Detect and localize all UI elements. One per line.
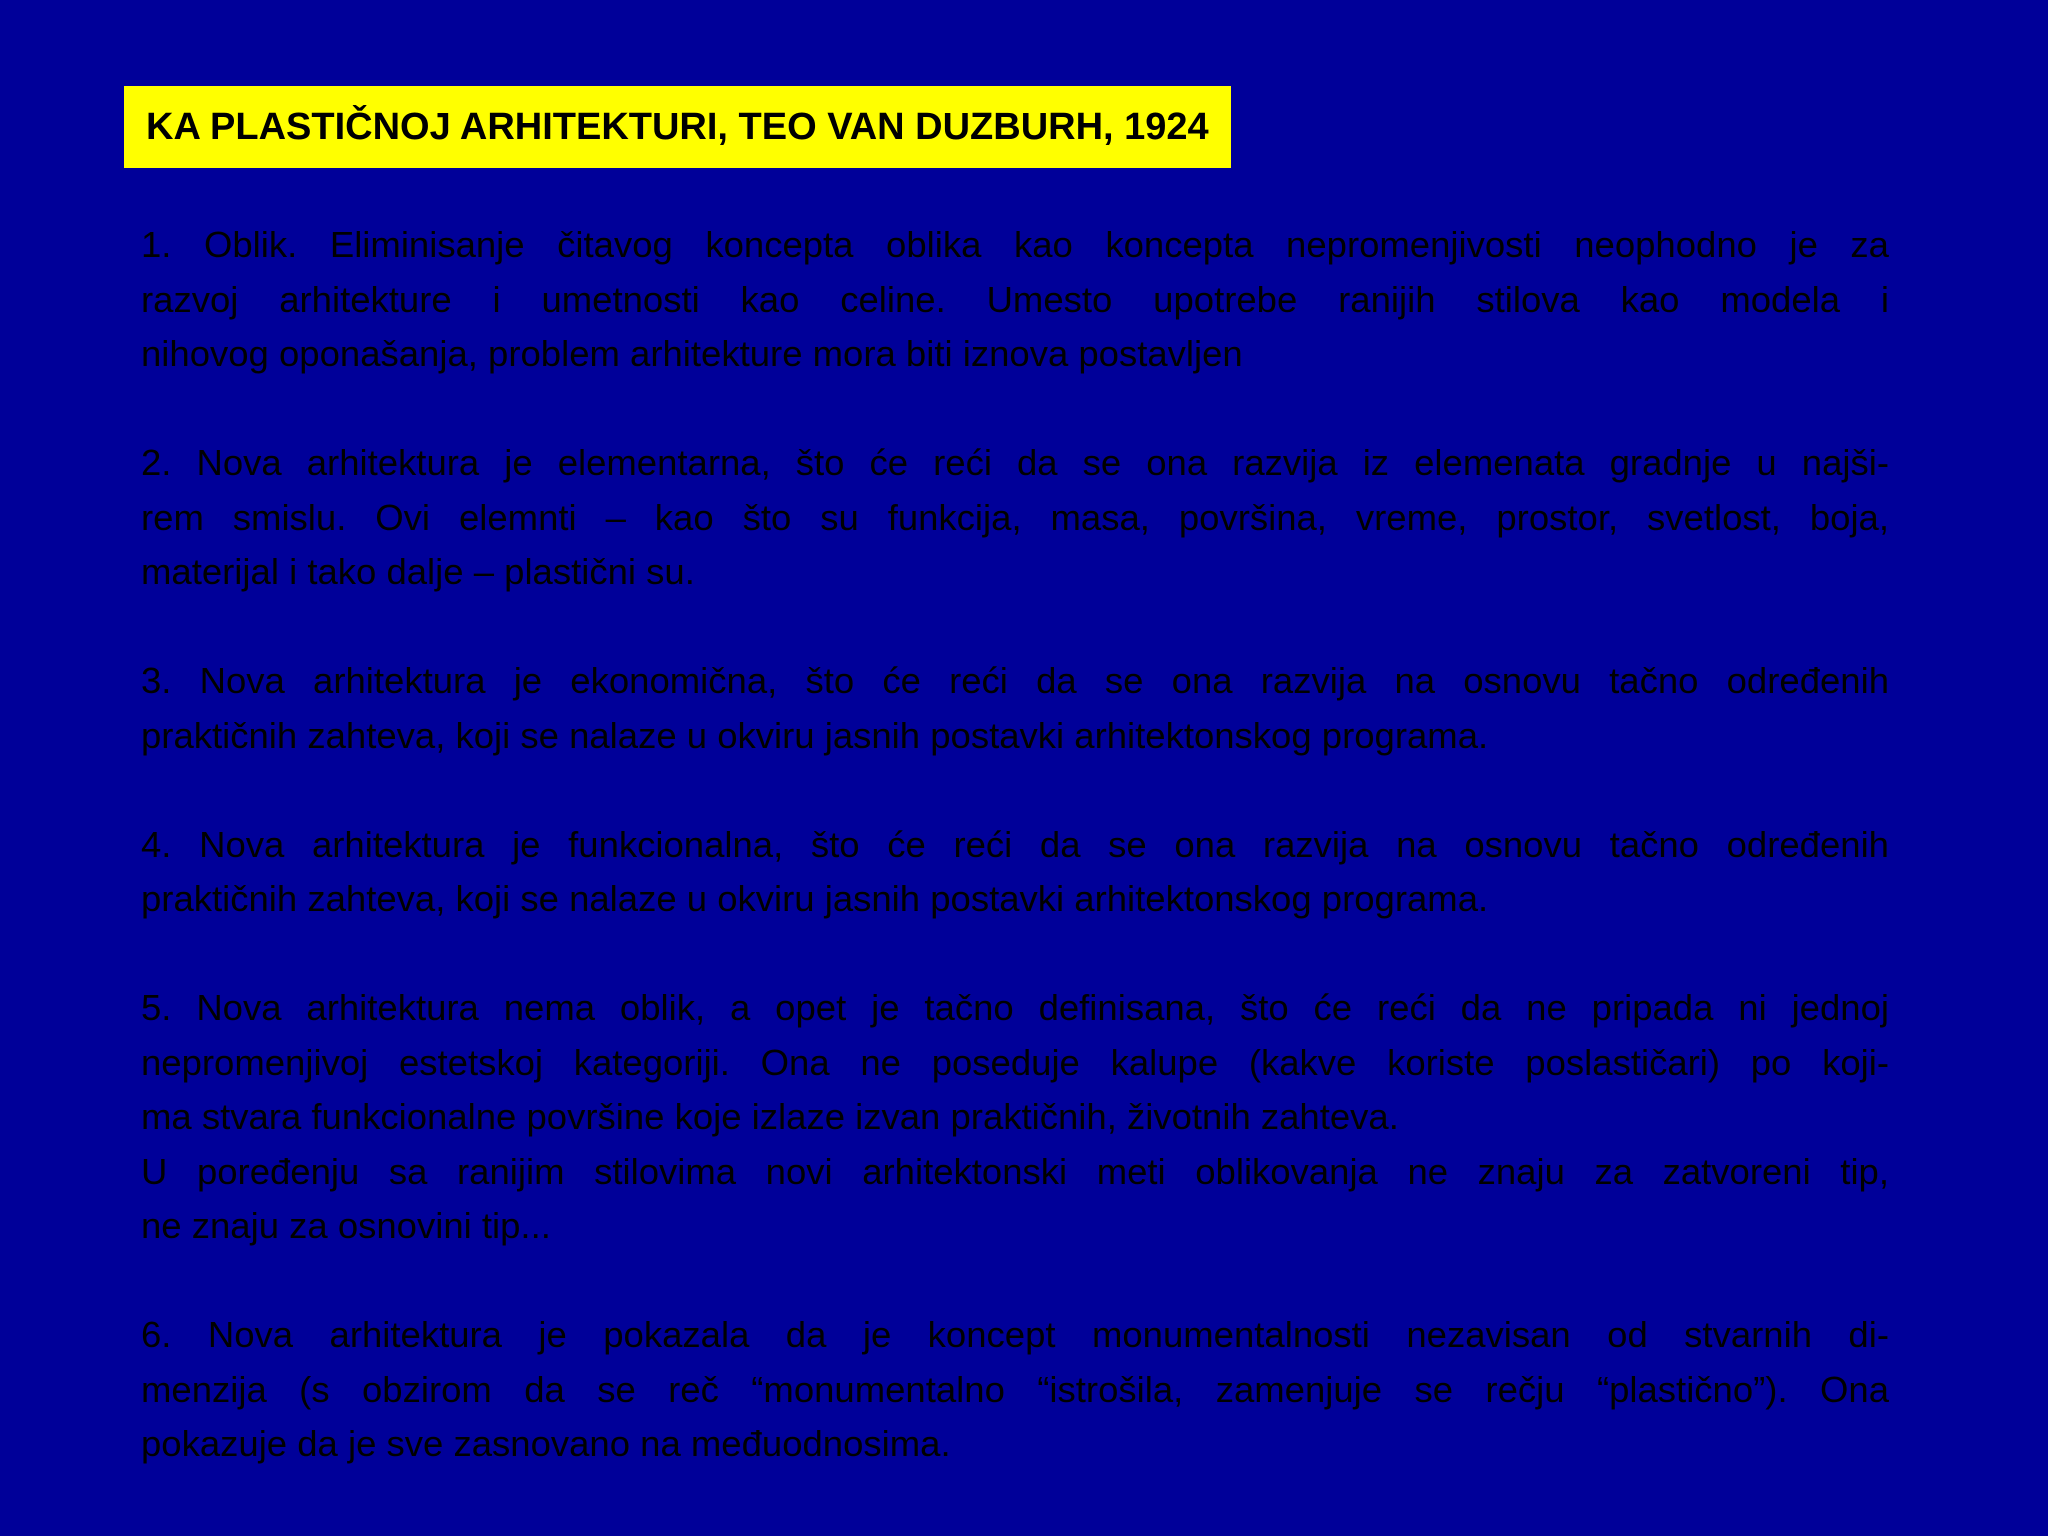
text-line: ne znaju za osnovini tip... <box>141 1205 551 1246</box>
text-line: 6. Nova arhitektura je pokazala da je koncept monumentalnosti nezavisan od stvarnih di- <box>141 1314 1889 1355</box>
text-line: rem smislu. Ovi elemnti – kao što su funkcija, masa, površina, vreme, prostor, svetlost, boja, <box>141 496 1889 538</box>
title-box <box>124 86 1231 168</box>
text-line: praktičnih zahteva, koji se nalaze u okviru jasnih postavki arhitektonskog programa. <box>141 714 1489 756</box>
text-line: materijal i tako dalje – plastični su. <box>141 551 695 592</box>
paragraph-3 <box>141 654 1889 763</box>
text-line: U poređenju sa ranijim stilovima novi arhitektonski meti oblikovanja ne znaju za zatvoreni tip, <box>141 1150 1889 1192</box>
text-line: 2. Nova arhitektura je elementarna, što će reći da se ona razvija iz elemenata gradnje u najši- <box>141 442 1889 483</box>
text-line: ma stvara funkcionalne površine koje izlaze izvan praktičnih, životnih zahteva. <box>141 1096 1399 1137</box>
text-line: 3. Nova arhitektura je ekonomična, što će reći da se ona razvija na osnovu tačno određenih <box>141 660 1889 701</box>
text-line: praktičnih zahteva, koji se nalaze u okviru jasnih postavki arhitektonskog programa. <box>141 878 1489 919</box>
text-line: menzija (s obzirom da se reč “monumentalno “istrošila, zamenjuje se rečju “plastično”). Ona <box>141 1368 1889 1410</box>
text-line: nihovog oponašanja, problem arhitekture mora biti iznova postavljen <box>141 333 1243 374</box>
text-line: razvoj arhitekture i umetnosti kao celine. Umesto upotrebe ranijih stilova kao modela i <box>141 278 1889 320</box>
paragraph-2 <box>141 436 1889 600</box>
text-line: 5. Nova arhitektura nema oblik, a opet je tačno definisana, što će reći da ne pripada ni jednoj <box>141 987 1889 1028</box>
paragraph-5 <box>141 981 1889 1254</box>
slide-title: KA PLASTIČNOJ ARHITEKTURI, TEO VAN DUZBURH, 1924 <box>146 105 1209 148</box>
paragraph-6 <box>141 1308 1889 1472</box>
text-line: 1. Oblik. Eliminisanje čitavog koncepta oblika kao koncepta nepromenjivosti neophodno je za <box>141 224 1889 265</box>
paragraph-4 <box>141 818 1889 927</box>
text-line: nepromenjivoj estetskoj kategoriji. Ona ne poseduje kalupe (kakve koriste poslastičari) po koji- <box>141 1041 1889 1083</box>
text-line: pokazuje da je sve zasnovano na međuodnosima. <box>141 1423 951 1464</box>
slide-body <box>141 218 1889 1526</box>
paragraph-1 <box>141 218 1889 382</box>
text-line: 4. Nova arhitektura je funkcionalna, što će reći da se ona razvija na osnovu tačno određenih <box>141 823 1889 865</box>
